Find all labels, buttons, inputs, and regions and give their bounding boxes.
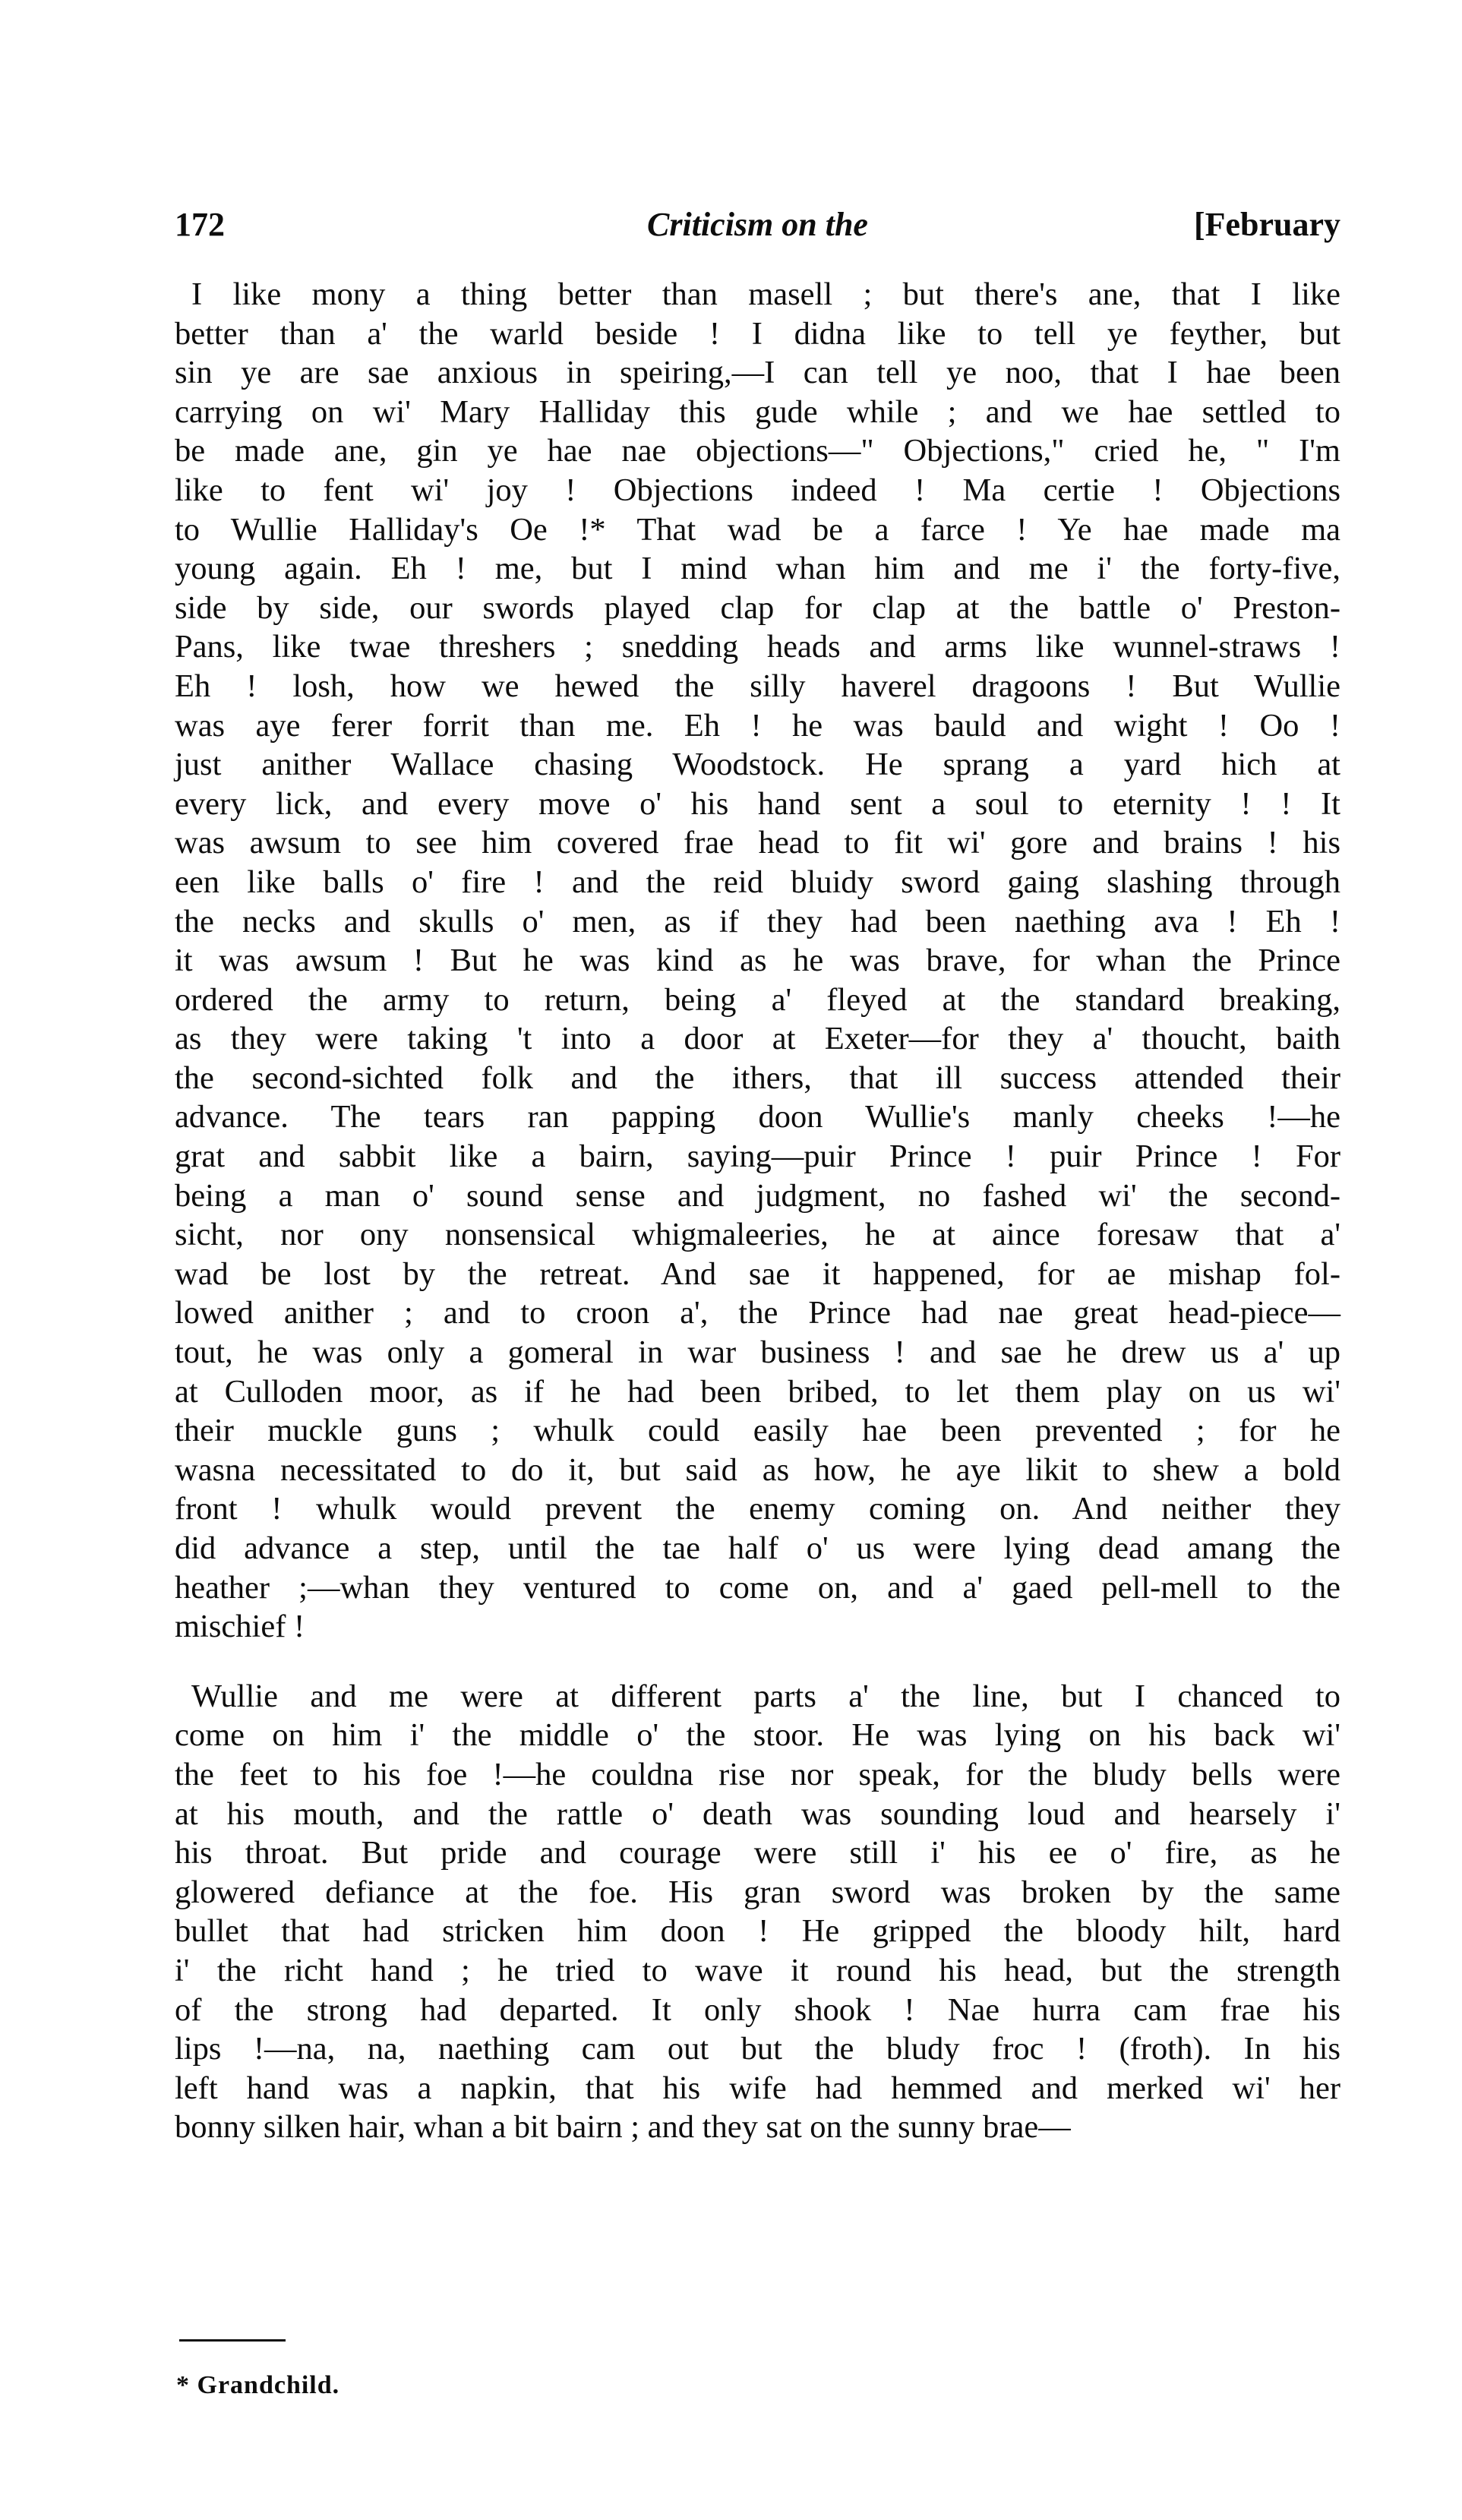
text-line: did advance a step, until the tae half o' us were lying dead amang the <box>175 1530 1340 1566</box>
text-line: bonny silken hair, whan a bit bairn ; and they sat on the sunny brae— <box>175 2109 1071 2146</box>
page-number: 172 <box>175 206 225 243</box>
text-line: glowered defiance at the foe. His gran sword was broken by the same <box>175 1874 1340 1910</box>
body-text <box>175 275 1340 2147</box>
text-line: be made ane, gin ye hae nae objections—" Objections," cried he, " I'm <box>175 433 1340 469</box>
text-line: left hand was a napkin, that his wife had hemmed and merked wi' her <box>175 2070 1340 2106</box>
text-line: front ! whulk would prevent the enemy coming on. And neither they <box>175 1491 1340 1527</box>
text-line: carrying on wi' Mary Halliday this gude while ; and we hae settled to <box>175 393 1340 430</box>
text-line: I like mony a thing better than masell ; but there's ane, that I like <box>191 276 1340 312</box>
text-line: lips !—na, na, naething cam out but the bludy froc ! (froth). In his <box>175 2031 1340 2067</box>
text-line: tout, he was only a gomeral in war business ! and sae he drew us a' up <box>175 1334 1340 1371</box>
text-line: their muckle guns ; whulk could easily hae been prevented ; for he <box>175 1413 1340 1449</box>
text-line: the necks and skulls o' men, as if they had been naething ava ! Eh ! <box>175 903 1340 939</box>
text-line: Eh ! losh, how we hewed the silly haverel dragoons ! But Wullie <box>175 668 1340 704</box>
paragraph <box>175 275 1340 1647</box>
text-line: to Wullie Halliday's Oe !* That wad be a farce ! Ye hae made ma <box>175 511 1340 548</box>
text-line: side by side, our swords played clap for clap at the battle o' Preston- <box>175 589 1340 626</box>
text-line: mischief ! <box>175 1609 305 1645</box>
text-line: being a man o' sound sense and judgment, no fashed wi' the second- <box>175 1177 1340 1214</box>
text-line: wasna necessitated to do it, but said as how, he aye likit to shew a bold <box>175 1451 1340 1488</box>
text-line: come on him i' the middle o' the stoor. He was lying on his back wi' <box>175 1717 1340 1754</box>
text-line: as they were taking 't into a door at Exeter—for they a' thoucht, baith <box>175 1021 1340 1057</box>
text-line: at Culloden moor, as if he had been bribed, to let them play on us wi' <box>175 1373 1340 1410</box>
footnote-rule <box>179 2339 286 2342</box>
text-line: just anither Wallace chasing Woodstock. He sprang a yard hich at <box>175 747 1340 783</box>
text-line: lowed anither ; and to croon a', the Prince had nae great head-piece— <box>175 1295 1340 1331</box>
text-line: better than a' the warld beside ! I didna like to tell ye feyther, but <box>175 315 1340 352</box>
text-line: was aye ferer forrit than me. Eh ! he was bauld and wight ! Oo ! <box>175 707 1340 744</box>
text-line: Pans, like twae threshers ; snedding heads and arms like wunnel-straws ! <box>175 629 1340 665</box>
running-month: [February <box>1193 206 1340 243</box>
text-line: like to fent wi' joy ! Objections indeed ! Ma certie ! Objections <box>175 472 1340 508</box>
text-line: heather ;—whan they ventured to come on, and a' gaed pell-mell to the <box>175 1569 1340 1606</box>
text-line: the second-sichted folk and the ithers, that ill success attended their <box>175 1059 1340 1096</box>
text-line: Wullie and me were at different parts a' the line, but I chanced to <box>191 1678 1340 1714</box>
text-line: grat and sabbit like a bairn, saying—puir Prince ! puir Prince ! For <box>175 1138 1340 1175</box>
text-line: sin ye are sae anxious in speiring,—I can tell ye noo, that I hae been <box>175 355 1340 391</box>
footnote: * Grandchild. <box>176 2371 340 2399</box>
text-line: of the strong had departed. It only shook ! Nae hurra cam frae his <box>175 1991 1340 2028</box>
text-line: i' the richt hand ; he tried to wave it round his head, but the strength <box>175 1952 1340 1988</box>
text-line: at his mouth, and the rattle o' death was sounding loud and hearsely i' <box>175 1795 1340 1832</box>
text-line: every lick, and every move o' his hand sent a soul to eternity ! ! It <box>175 785 1340 822</box>
text-line: bullet that had stricken him doon ! He gripped the bloody hilt, hard <box>175 1913 1340 1950</box>
text-line: wad be lost by the retreat. And sae it happened, for ae mishap fol- <box>175 1255 1340 1292</box>
text-line: een like balls o' fire ! and the reid bluidy sword gaing slashing through <box>175 864 1340 900</box>
paragraph <box>175 1677 1340 2147</box>
text-line: sicht, nor ony nonsensical whigmaleeries, he at aince foresaw that a' <box>175 1217 1340 1253</box>
paragraph-gap <box>175 1647 1340 1677</box>
text-line: was awsum to see him covered frae head to fit wi' gore and brains ! his <box>175 825 1340 861</box>
page-header <box>175 205 1340 258</box>
text-line: his throat. But pride and courage were still i' his ee o' fire, as he <box>175 1835 1340 1871</box>
text-line: it was awsum ! But he was kind as he was brave, for whan the Prince <box>175 943 1340 979</box>
text-line: young again. Eh ! me, but I mind whan him and me i' the forty-five, <box>175 551 1340 587</box>
running-title: Criticism on the <box>647 206 868 243</box>
text-line: ordered the army to return, being a' fleyed at the standard breaking, <box>175 981 1340 1018</box>
text-line: advance. The tears ran papping doon Wullie's manly cheeks !—he <box>175 1099 1340 1135</box>
text-line: the feet to his foe !—he couldna rise nor speak, for the bludy bells were <box>175 1756 1340 1792</box>
